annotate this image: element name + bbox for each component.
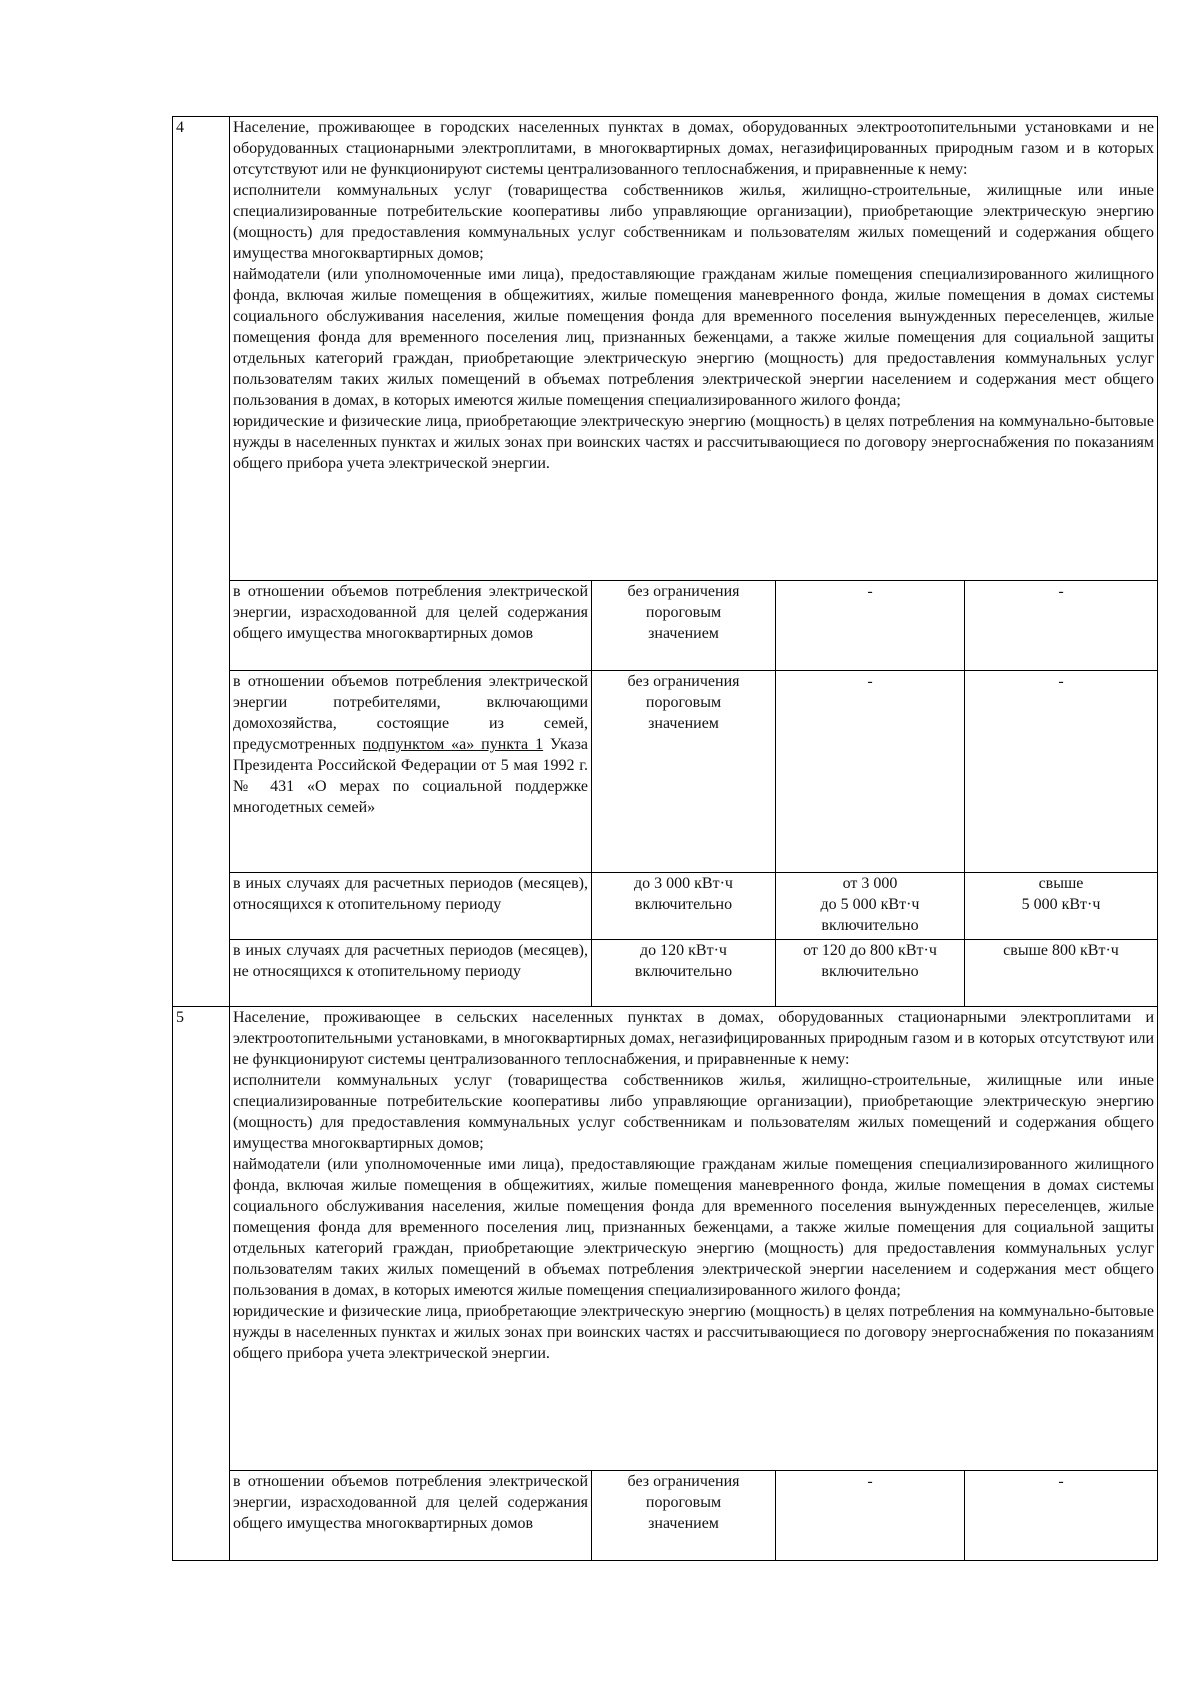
paragraph: юридические и физические лица, приобретающие электрическую энергию (мощность) в целях потребления на коммунально-бытовые нужды в населенных пунктах и жилых зонах при воинских частях и рассчитывающиеся по договору энергоснабжения по показаниям общего прибора учета электрической энергии. (233, 413, 1154, 472)
subrow-description: в иных случаях для расчетных периодов (месяцев), относящихся к отопительному периоду (230, 873, 592, 940)
category-description (230, 117, 1158, 581)
row-number: 5 (173, 1007, 230, 1561)
paragraph: исполнители коммунальных услуг (товарищества собственников жилья, жилищно-строительные, жилищные или иные специализированные потребительские кооперативы либо управляющие организации), приобретающие электрическую энергию (мощность) для предоставления коммунальных услуг собственникам и пользователям жилых помещений и содержания общего имущества многоквартирных домов; (233, 1072, 1154, 1152)
threshold-cell: - (965, 581, 1158, 671)
subrow-description: в отношении объемов потребления электрической энергии, израсходованной для целей содержания общего имущества многоквартирных домов (230, 581, 592, 671)
table-row (173, 581, 1158, 671)
threshold-cell: свыше 800 кВт·ч (965, 940, 1158, 1007)
threshold-cell: без ограничения пороговым значением (592, 671, 776, 873)
table-row (173, 1471, 1158, 1561)
table-row (173, 873, 1158, 940)
row-number: 4 (173, 117, 230, 1007)
paragraph: Население, проживающее в городских населенных пунктах в домах, оборудованных электроотопительными установками и не оборудованных стационарными электроплитами, в многоквартирных домах, негазифицированных природным газом и в которых отсутствуют или не функционируют системы централизованного теплоснабжения, и приравненные к нему: (233, 119, 1154, 178)
category-description (230, 1007, 1158, 1471)
threshold-cell: без ограничения пороговым значением (592, 581, 776, 671)
table-row (173, 940, 1158, 1007)
threshold-cell: свыше 5 000 кВт·ч (965, 873, 1158, 940)
paragraph: юридические и физические лица, приобретающие электрическую энергию (мощность) в целях потребления на коммунально-бытовые нужды в населенных пунктах и жилых зонах при воинских частях и рассчитывающиеся по договору энергоснабжения по показаниям общего прибора учета электрической энергии. (233, 1303, 1154, 1362)
threshold-cell: - (965, 671, 1158, 873)
threshold-cell: до 3 000 кВт·ч включительно (592, 873, 776, 940)
threshold-cell: без ограничения пороговым значением (592, 1471, 776, 1561)
threshold-cell: от 120 до 800 кВт·ч включительно (776, 940, 965, 1007)
threshold-cell: от 3 000 до 5 000 кВт·ч включительно (776, 873, 965, 940)
text-fragment: Указа Президента Российской Федерации от 5 мая 1992 г. № 431 «О мерах по социальной поддержке многодетных семей» (233, 736, 588, 816)
threshold-cell: до 120 кВт·ч включительно (592, 940, 776, 1007)
paragraph: наймодатели (или уполномоченные ими лица), предоставляющие гражданам жилые помещения специализированного жилищного фонда, включая жилые помещения в общежитиях, жилые помещения маневренного фонда, жилые помещения в домах системы социального обслуживания населения, жилые помещения фонда для временного поселения вынужденных переселенцев, жилые помещения фонда для временного поселения лиц, признанных беженцами, а также жилые помещения для социальной защиты отдельных категорий граждан, приобретающие электрическую энергию (мощность) для предоставления коммунальных услуг пользователям таких жилых помещений в объемах потребления электрической энергии населением и содержания мест общего пользования в домах, в которых имеются жилые помещения специализированного жилого фонда; (233, 1156, 1154, 1299)
threshold-cell: - (776, 581, 965, 671)
paragraph: Население, проживающее в сельских населенных пунктах в домах, оборудованных стационарными электроплитами и электроотопительными установками, в многоквартирных домах, негазифицированных природным газом и в которых отсутствуют или не функционируют системы централизованного теплоснабжения, и приравненные к нему: (233, 1009, 1154, 1068)
threshold-cell: - (965, 1471, 1158, 1561)
table-row (173, 671, 1158, 873)
table-row (173, 117, 1158, 581)
table-row (173, 1007, 1158, 1471)
paragraph: наймодатели (или уполномоченные ими лица), предоставляющие гражданам жилые помещения специализированного жилищного фонда, включая жилые помещения в общежитиях, жилые помещения маневренного фонда, жилые помещения в домах системы социального обслуживания населения, жилые помещения фонда для временного поселения вынужденных переселенцев, жилые помещения фонда для временного поселения лиц, признанных беженцами, а также жилые помещения для социальной защиты отдельных категорий граждан, приобретающие электрическую энергию (мощность) для предоставления коммунальных услуг пользователям таких жилых помещений в объемах потребления электрической энергии населением и содержания мест общего пользования в домах, в которых имеются жилые помещения специализированного жилого фонда; (233, 266, 1154, 409)
threshold-cell: - (776, 1471, 965, 1561)
subrow-description: в отношении объемов потребления электрической энергии, израсходованной для целей содержания общего имущества многоквартирных домов (230, 1471, 592, 1561)
threshold-cell: - (776, 671, 965, 873)
subrow-description: в иных случаях для расчетных периодов (месяцев), не относящихся к отопительному периоду (230, 940, 592, 1007)
tariff-table (172, 116, 1158, 1561)
text-fragment: в отношении объемов потребления электрической энергии потребителями, включающими домохозяйства, состоящие из семей, предусмотренных (233, 673, 588, 753)
decree-link[interactable]: подпунктом «а» пункта 1 (362, 736, 544, 753)
subrow-description (230, 671, 592, 873)
paragraph: исполнители коммунальных услуг (товарищества собственников жилья, жилищно-строительные, жилищные или иные специализированные потребительские кооперативы либо управляющие организации), приобретающие электрическую энергию (мощность) для предоставления коммунальных услуг собственникам и пользователям жилых помещений и содержания общего имущества многоквартирных домов; (233, 182, 1154, 262)
